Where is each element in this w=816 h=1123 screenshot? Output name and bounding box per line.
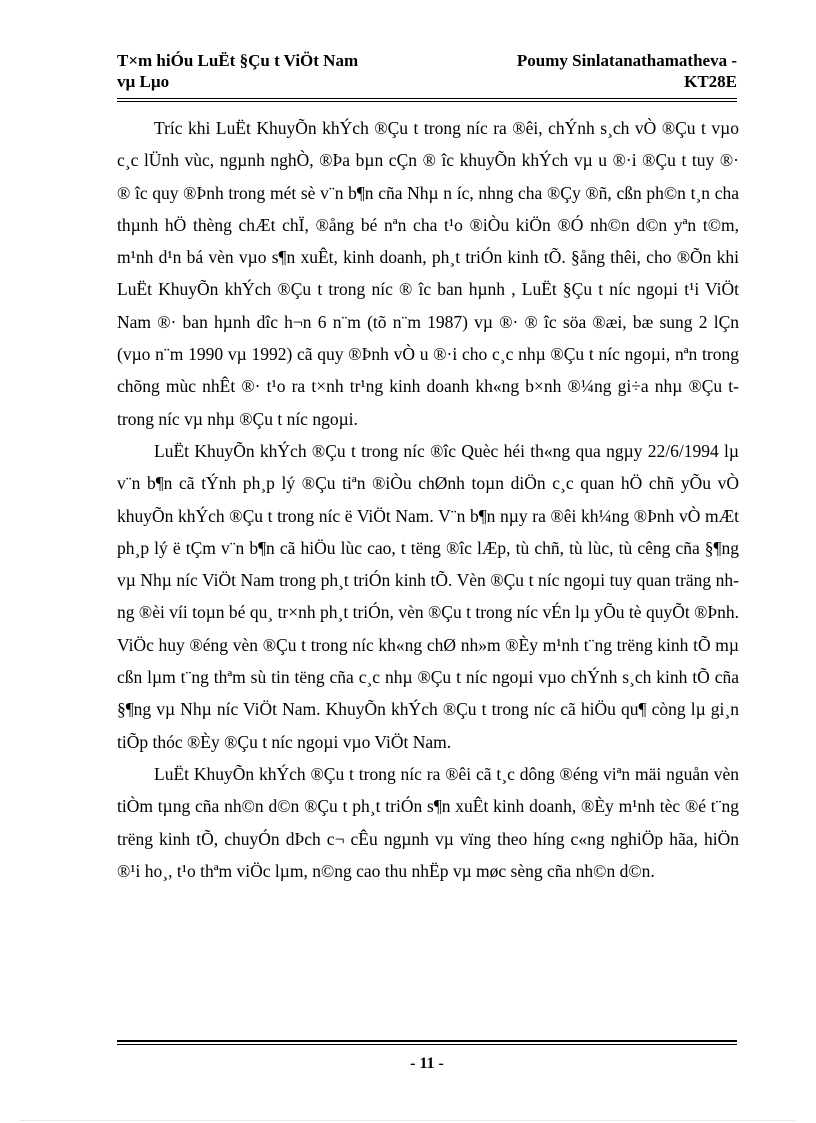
page-header [117, 50, 737, 96]
page-number: - 11 - [410, 1055, 444, 1072]
header-rule [117, 98, 737, 99]
header-rule-inner [117, 101, 737, 102]
body-text [117, 112, 739, 887]
header-document-title [117, 50, 437, 92]
paragraph-2: LuËt KhuyÕn khÝch ®Çu t trong níc ®îc Quèc héi th«ng qua ngµy 22/6/1994 lµ v¨n b¶n cã tÝnh ph¸p lý ®Çu tiªn ®iÒu chØnh toµn diÖn c¸c quan hÖ chñ yÕu vÒ khuyÕn khÝch ®Çu t trong níc ë ViÖt Nam. V¨n b¶n nµy ra ®êi kh¼ng ®Þnh vÒ mÆt ph¸p lý ë tÇm v¨n b¶n cã hiÖu lùc cao, t tëng ®îc lÆp, tù chñ, tù lùc, tù cêng cña §¶ng vµ Nhµ níc ViÖt Nam trong ph¸t triÓn kinh tÕ. Vèn ®Çu t níc ngoµi tuy quan träng nhng ®èi víi toµn bé qu¸ tr×nh ph¸t triÓn, vèn ®Çu t trong níc vÉn lµ yÕu tè quyÕt ®Þnh. ViÖc huy ®éng vèn ®Çu t trong níc kh«ng chØ nh»m ®Èy m¹nh t¨ng trëng kinh tÕ mµ cßn lµm t¨ng thªm sù tin tëng cña c¸c nhµ ®Çu t níc ngoµi vµo chÝnh s¸ch kinh tÕ cña §¶ng vµ Nhµ níc ViÖt Nam. KhuyÕn khÝch ®Çu t trong níc cã hiÖu qu¶ còng lµ gi¸n tiÕp thóc ®Èy ®Çu t níc ngoµi vµo ViÖt Nam. [117, 440, 739, 752]
header-author-name: Poumy Sinlatanathamatheva - [516, 51, 737, 70]
header-title-line2: vµ Lµo [117, 72, 170, 91]
footer-rule-inner [117, 1044, 737, 1045]
header-title-line1: T×m hiÓu LuËt §Çu t ViÖt Nam [117, 51, 359, 70]
header-class-code: KT28E [684, 72, 737, 91]
header-author [457, 50, 737, 92]
paragraph-3: LuËt KhuyÕn khÝch ®Çu t trong níc ra ®êi cã t¸c dông ®éng viªn mäi nguån vèn tiÒm tµng cña nh©n d©n ®Çu t ph¸t triÓn s¶n xuÊt kinh doanh, ®Èy m¹nh tèc ®é t¨ng trëng kinh tÕ, chuyÓn dÞch c¬ cÊu ngµnh vµ vïng theo híng c«ng nghiÖp hãa, hiÖn ®¹i ho¸, t¹o thªm viÖc lµm, n©ng cao thu nhËp vµ møc sèng cña nh©n d©n. [117, 763, 739, 881]
page-edge-divider [20, 1120, 796, 1121]
footer-rule [117, 1040, 737, 1042]
paragraph-1: Tríc khi LuËt KhuyÕn khÝch ®Çu t trong níc ra ®êi, chÝnh s¸ch vÒ ®Çu t vµo c¸c lÜnh vùc, ngµnh nghÒ, ®Þa bµn cÇn ® îc khuyÕn khÝch vµ u ®·i ®Çu t tuy ®· ® îc quy ®Þnh trong mét sè v¨n b¶n cña Nhµ n íc, nhng cha ®Çy ®ñ, cßn ph©n t¸n cha thµnh hÖ thèng chÆt chÏ, ®ång bé nªn cha t¹o ®iÒu kiÖn ®Ó nh©n d©n yªn t©m, m¹nh d¹n bá vèn vµo s¶n xuÊt, kinh doanh, ph¸t triÓn kinh tÕ. §ång thêi, cho ®Õn khi LuËt KhuyÕn khÝch ®Çu t trong níc ® îc ban hµnh , LuËt §Çu t níc ngoµi t¹i ViÖt Nam ®· ban hµnh dîc h¬n 6 n¨m (tõ n¨m 1987) vµ ®· ® îc söa ®æi, bæ sung 2 lÇn (vµo n¨m 1990 vµ 1992) cã quy ®Þnh vÒ u ®·i cho c¸c nhµ ®Çu t níc ngoµi, nªn trong chõng mùc nhÊt ®· t¹o ra t×nh tr¹ng kinh doanh kh«ng b×nh ®¼ng gi÷a nhµ ®Çu t trong níc vµ nhµ ®Çu t níc ngoµi. [117, 118, 739, 429]
